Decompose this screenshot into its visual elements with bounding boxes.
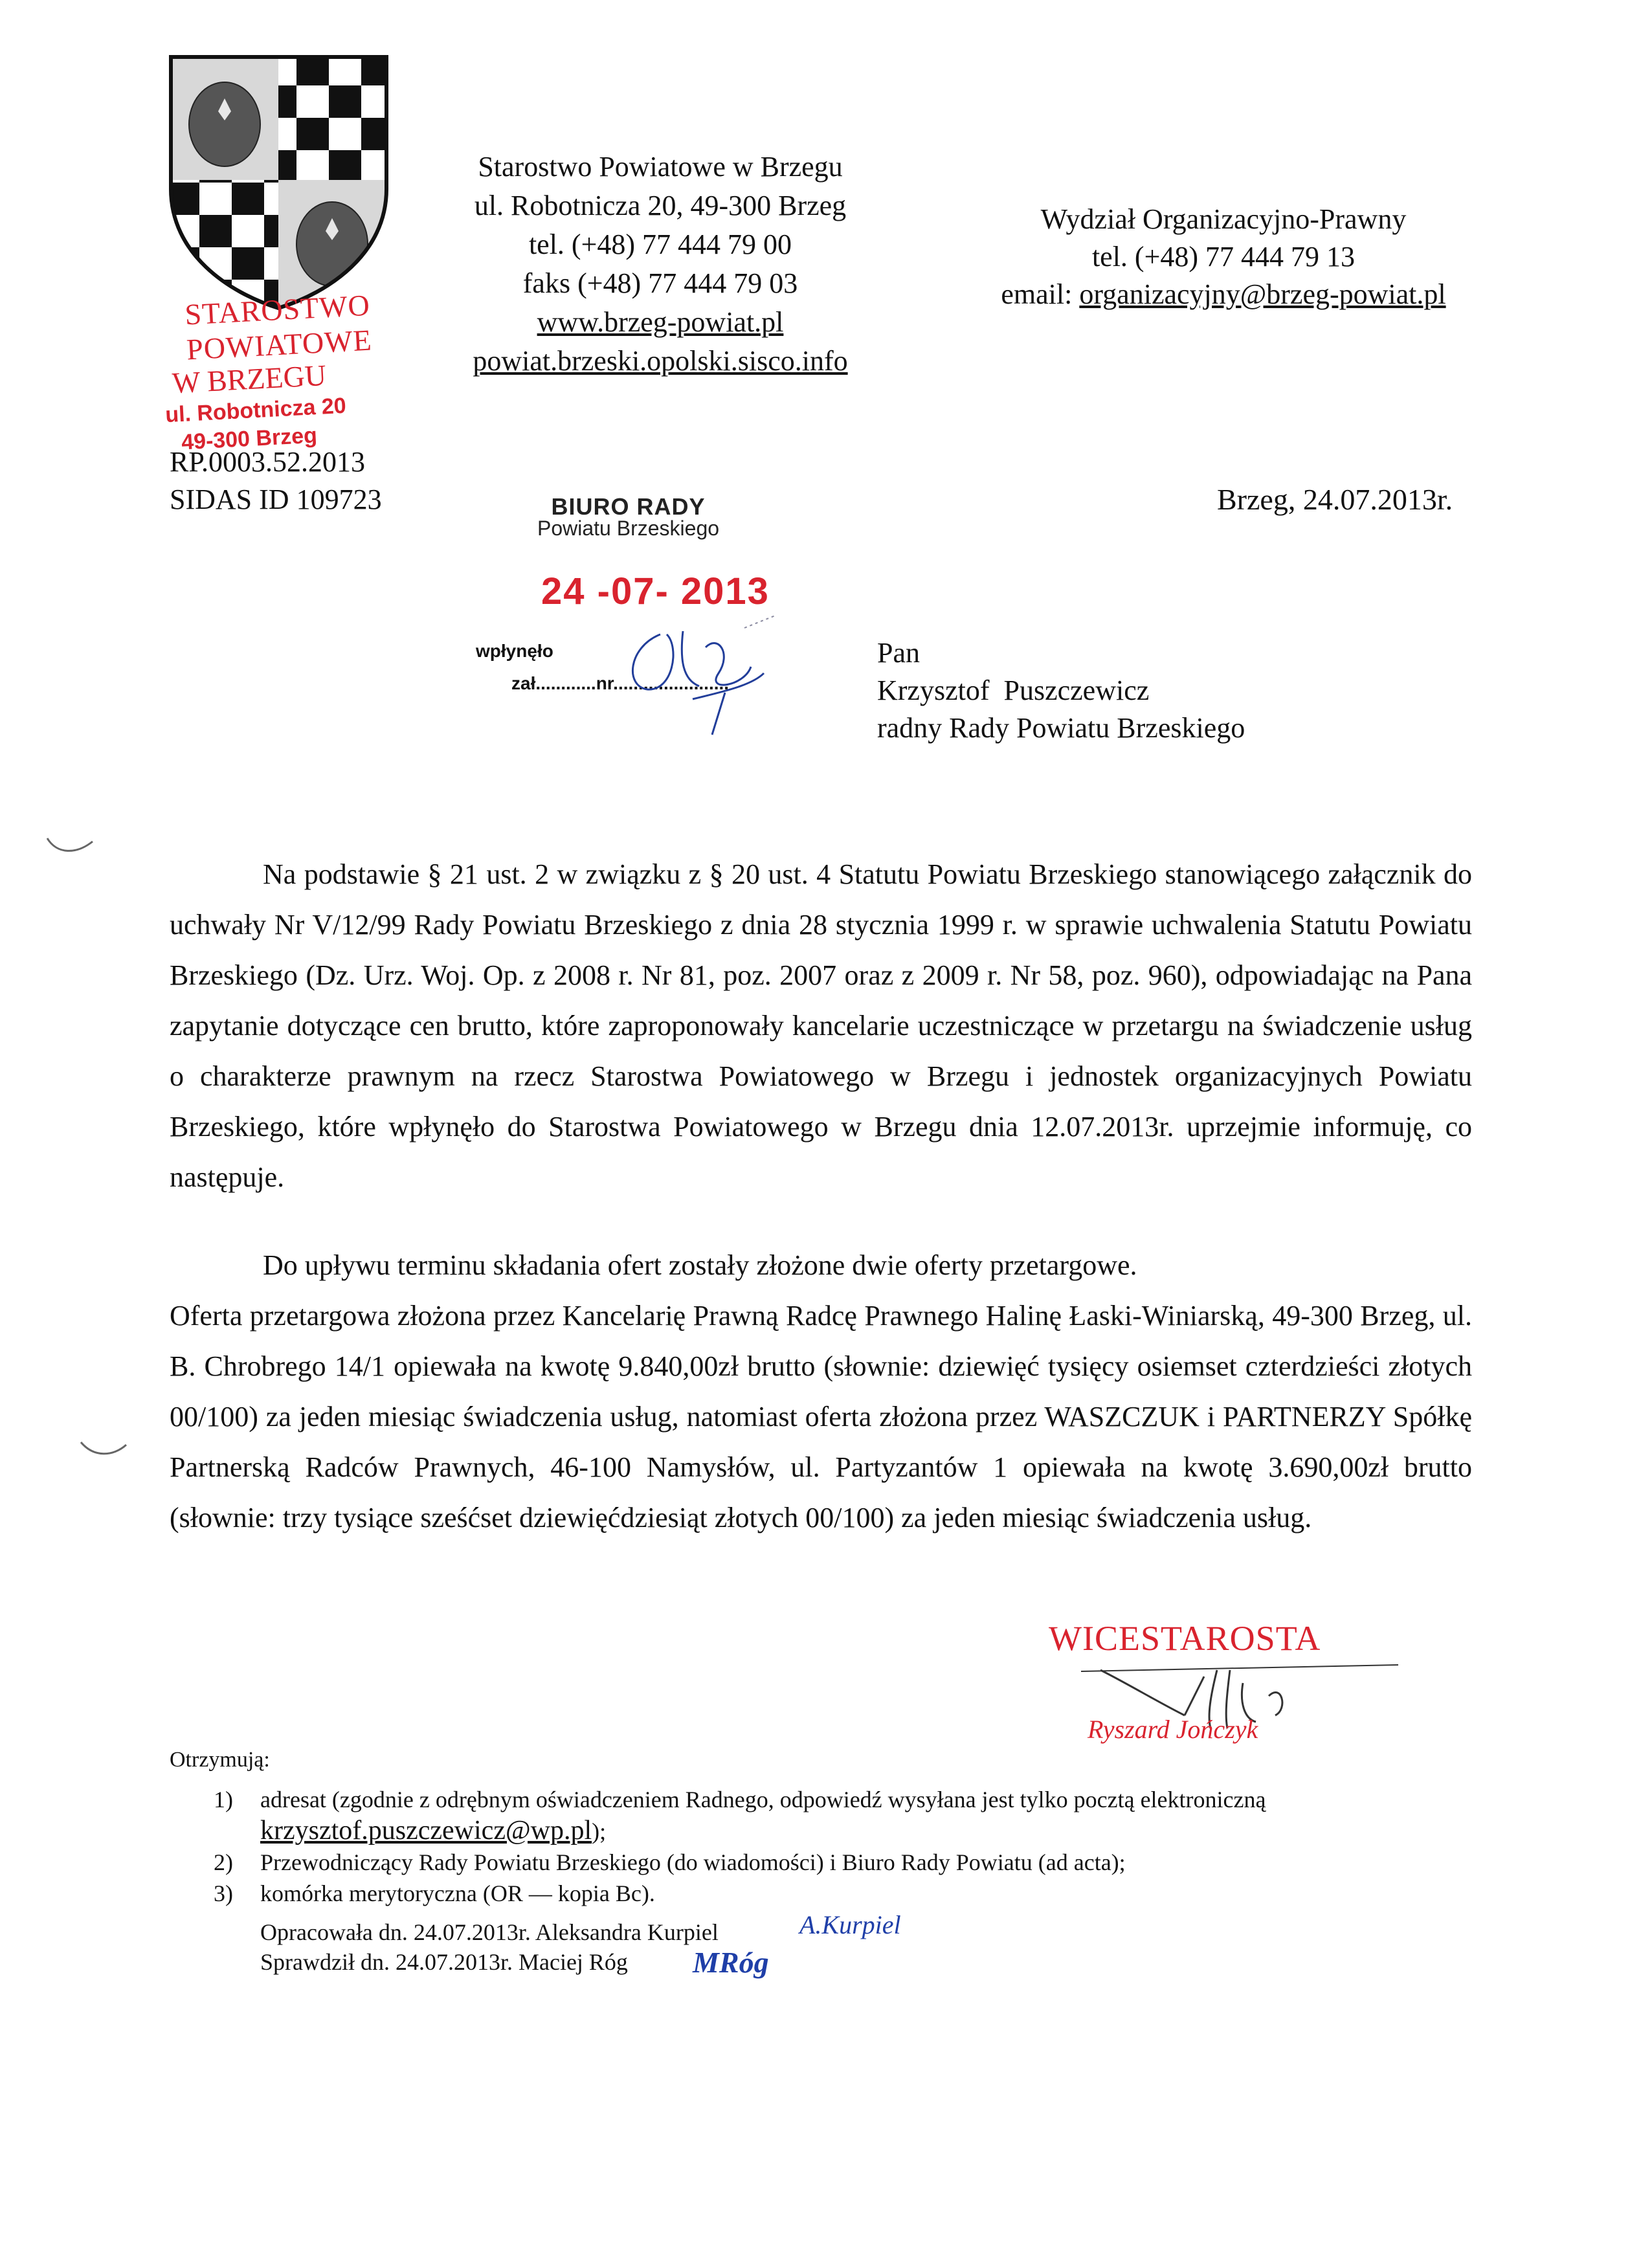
office-tel: tel. (+48) 77 444 79 00 <box>528 229 792 260</box>
recipient-text: adresat (zgodnie z odrębnym oświadczeniem Radnego, odpowiedź wysyłana jest tylko pocztą elektroniczną <box>260 1787 1266 1812</box>
department-email-link[interactable]: organizacyjny@brzeg-powiat.pl <box>1079 278 1446 310</box>
department-header <box>919 201 1528 313</box>
department-name: Wydział Organizacyjno-Prawny <box>1040 203 1407 235</box>
signature-name: Ryszard Jończyk <box>1088 1715 1258 1744</box>
prepared-by: Opracowała dn. 24.07.2013r. Aleksandra Kurpiel <box>260 1919 719 1945</box>
sidas-id: SIDAS ID 109723 <box>170 484 382 515</box>
received-stamp-date: 24 -07- 2013 <box>541 570 770 612</box>
department-tel: tel. (+48) 77 444 79 13 <box>1091 241 1356 273</box>
margin-mark-bottom <box>78 1437 129 1463</box>
received-stamp-line2: Powiatu Brzeskiego <box>537 517 720 540</box>
office-address: ul. Robotnicza 20, 49-300 Brzeg <box>474 190 847 221</box>
signature-title: WICESTAROSTA <box>1049 1619 1321 1658</box>
office-stamp <box>91 288 466 455</box>
case-number: RP.0003.52.2013 <box>170 446 365 478</box>
received-stamp <box>537 493 719 541</box>
office-website-link[interactable]: www.brzeg-powiat.pl <box>537 306 784 338</box>
addressee-salutation: Pan <box>877 637 920 669</box>
recipient-item <box>214 1784 1469 1847</box>
recipient-text: komórka merytoryczna (OR — kopia Bc). <box>260 1880 655 1906</box>
coat-of-arms-logo <box>167 53 390 312</box>
recipient-number: 1) <box>214 1787 233 1812</box>
margin-mark-top <box>44 835 96 861</box>
office-fax: faks (+48) 77 444 79 03 <box>522 267 798 299</box>
received-stamp-line1: BIURO RADY <box>551 493 706 520</box>
attachments-label: zał............nr....................... <box>511 673 730 693</box>
recipient-suffix: ); <box>592 1818 607 1844</box>
office-stamp-line4: 49-300 Brzeg <box>181 423 318 455</box>
letter-date: Brzeg, 24.07.2013r. <box>1217 483 1453 516</box>
addressee-role: radny Rady Powiatu Brzeskiego <box>877 712 1245 744</box>
prepared-signature: A.Kurpiel <box>799 1910 901 1939</box>
received-initials-scribble <box>621 608 790 738</box>
checked-signature: MRóg <box>693 1946 769 1979</box>
recipient-number: 3) <box>214 1880 233 1906</box>
department-email-label: email: <box>1001 278 1073 310</box>
recipients-heading: Otrzymują: <box>170 1748 270 1772</box>
addressee-name: Krzysztof Puszczewicz <box>877 674 1150 706</box>
body-paragraph-2: Do upływu terminu składania ofert zostały złożone dwie oferty przetargowe. <box>263 1249 1137 1281</box>
body-paragraph-1 <box>170 849 1472 1203</box>
office-stamp-line2: W BRZEGU <box>171 358 328 400</box>
recipient-email-link[interactable]: krzysztof.puszczewicz@wp.pl <box>260 1816 592 1845</box>
recipient-item <box>214 1847 1469 1878</box>
checked-by: Sprawdził dn. 24.07.2013r. Maciej Róg <box>260 1949 628 1975</box>
received-label: wpłynęło <box>476 641 553 661</box>
recipient-text: Przewodniczący Rady Powiatu Brzeskiego (do wiadomości) i Biuro Rady Powiatu (ad acta); <box>260 1849 1126 1875</box>
addressee-block <box>877 634 1245 747</box>
reference-block <box>170 443 382 518</box>
office-header <box>447 148 874 381</box>
preparation-block <box>260 1917 719 1977</box>
office-stamp-line3: ul. Robotnicza 20 <box>164 393 347 428</box>
body-paragraph-1-text: Na podstawie § 21 ust. 2 w związku z § 20 ust. 4 Statutu Powiatu Brzeskiego stanowiącego załącznik do uchwały Nr V/12/99 Rady Powiatu Brzeskiego z dnia 28 stycznia 1999 r. w sprawie uchwalenia Statutu Powiatu Brzeskiego (Dz. Urz. Woj. Op. z 2008 r. Nr 81, poz. 2007 oraz z 2009 r. Nr 58, poz. 960), odpowiadając na Pana zapytanie dotyczące cen brutto, które zaproponowały kancelarie uczestniczące w przetargu na świadczenie usług o charakterze prawnym na rzecz Starostwa Powiatowego w Brzegu i jednostek organizacyjnych Powiatu Brzeskiego, które wpłynęło do Starostwa Powiatowego w Brzegu dnia 12.07.2013r. uprzejmie informuję, co następuje. <box>170 858 1472 1193</box>
office-stamp-line1: STAROSTWO POWIATOWE <box>184 288 373 366</box>
recipient-item <box>214 1878 1469 1909</box>
body-paragraph-3: Oferta przetargowa złożona przez Kancelarię Prawną Radcę Prawnego Halinę Łaski-Winiarską, 49-300 Brzeg, ul. B. Chrobrego 14/1 opiewała na kwotę 9.840,00zł brutto (słownie: dziewięć tysięcy osiemset czterdzieści złotych 00/100) za jeden miesiąc świadczenia usług, natomiast oferta złożona przez WASZCZUK i PARTNERZY Spółkę Partnerską Radców Prawnych, 46-100 Namysłów, ul. Partyzantów 1 opiewała na kwotę 3.690,00zł brutto (słownie: trzy tysiące sześćset dziewięćdziesiąt złotych 00/100) za jeden miesiąc świadczenia usług. <box>170 1300 1472 1533</box>
office-website2-link[interactable]: powiat.brzeski.opolski.sisco.info <box>473 345 848 377</box>
recipient-number: 2) <box>214 1849 233 1875</box>
office-name: Starostwo Powiatowe w Brzegu <box>478 151 843 183</box>
recipients-list <box>214 1784 1469 1909</box>
